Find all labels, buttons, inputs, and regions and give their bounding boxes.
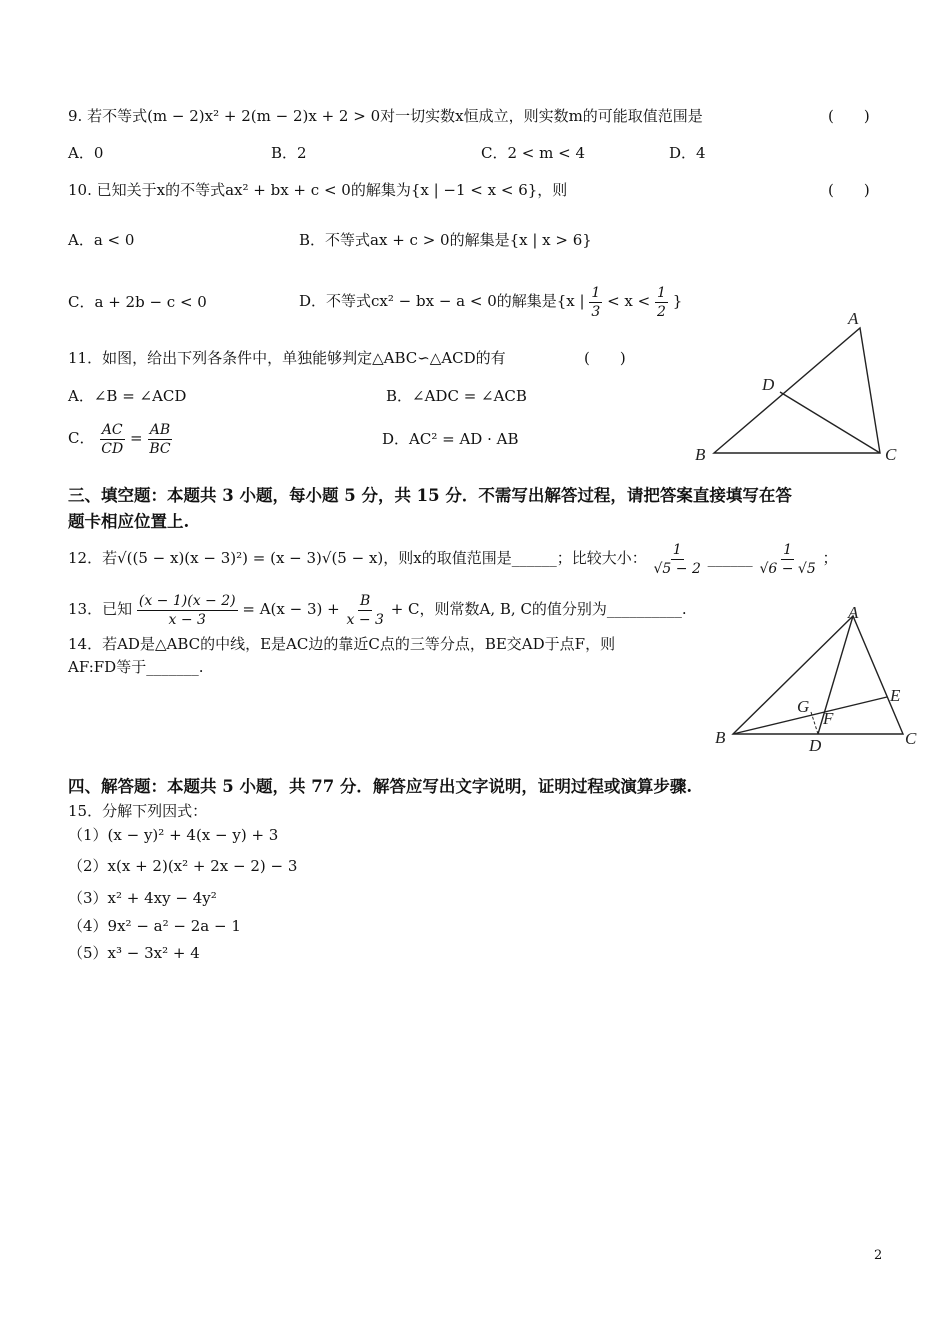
fraction-denominator: 3 [591, 303, 601, 320]
section-3-heading-line-1: 三、填空题：本题共 3 小题，每小题 5 分，共 15 分．不需写出解答过程，请把答案直接填写在答 [68, 486, 792, 505]
q11-option-b: B．∠ADC = ∠ACB [386, 387, 527, 405]
q14-line-2: AF:FD等于_______. [68, 658, 204, 676]
q11-triangle-figure [680, 300, 910, 470]
q15-item-1: （1）(x − y)² + 4(x − y) + 3 [68, 826, 279, 844]
fraction-denominator: √6 − √5 [759, 560, 816, 577]
fraction-numerator: AB [149, 421, 171, 438]
q10-option-d-suffix: } [672, 292, 683, 310]
q10-option-d-middle: < x < [607, 292, 651, 310]
q15-item-4: （4）9x² − a² − 2a − 1 [68, 917, 241, 935]
q13-middle: = A(x − 3) + [242, 600, 340, 618]
q13-fraction-2 [344, 592, 385, 629]
vertex-label-b: B [695, 445, 706, 464]
vertex-label-c: C [885, 445, 897, 464]
q12-suffix: ； [822, 549, 838, 567]
q15-item-5: （5）x³ − 3x² + 4 [68, 944, 200, 962]
q11-option-c-equals: = [129, 429, 143, 447]
vertex-label-g: G [797, 697, 810, 716]
q9-option-d: D．4 [669, 144, 706, 162]
fraction-numerator: 1 [672, 541, 682, 558]
q11-option-c-prefix: C． [68, 429, 95, 447]
q15-stem: 15．分解下列因式： [68, 802, 208, 820]
q14-line-1: 14．若AD是△ABC的中线，E是AC边的靠近C点的三等分点，BE交AD于点F，则 [68, 635, 616, 653]
q10-option-a: A．a < 0 [68, 231, 135, 249]
q10-option-d-fraction-1 [589, 284, 602, 321]
page-number: 2 [874, 1248, 883, 1263]
q13-fraction-1 [137, 592, 238, 629]
vertex-label-f: F [823, 709, 834, 728]
q11-option-c [68, 418, 173, 458]
q10-option-d-fraction-2 [655, 284, 668, 321]
vertex-label-e: E [890, 686, 901, 705]
section-4-heading: 四、解答题：本题共 5 小题，共 77 分．解答应写出文字说明，证明过程或演算步骤. [68, 777, 693, 796]
fraction-numerator: AC [101, 421, 123, 438]
q11-option-a: A．∠B = ∠ACD [68, 387, 187, 405]
q9-answer-paren: ( ) [828, 107, 870, 125]
fraction-numerator: 1 [591, 284, 601, 301]
fraction-denominator: CD [101, 440, 124, 457]
q11-option-c-fraction-2 [147, 421, 172, 458]
triangle-abc [733, 616, 903, 734]
q12-fraction-1 [652, 541, 703, 578]
q12-prefix: 12．若√((5 − x)(x − 3)²) = (x − 3)√(5 − x)，则x的取值范围是______；比较大小： [68, 549, 647, 567]
segment-be [733, 697, 887, 734]
q12-blank: ______ [707, 549, 753, 567]
fraction-denominator: x − 3 [168, 611, 206, 628]
q13-line [68, 589, 687, 629]
q11-option-c-fraction-1 [99, 421, 125, 458]
section-3-heading-line-2: 题卡相应位置上. [68, 512, 190, 531]
q11-answer-paren: ( ) [584, 349, 626, 367]
fraction-numerator: 1 [657, 284, 666, 301]
q12-fraction-2 [757, 541, 817, 578]
fraction-numerator: 1 [783, 541, 793, 558]
q15-item-2: （2）x(x + 2)(x² + 2x − 2) − 3 [68, 857, 298, 875]
fraction-numerator: B [360, 592, 371, 609]
q11-option-d: D．AC² = AD · AB [382, 430, 519, 448]
vertex-label-d: D [809, 736, 822, 755]
fraction-denominator: 2 [657, 303, 666, 320]
q9-option-a: A．0 [68, 144, 104, 162]
q14-triangle-figure [705, 598, 930, 758]
q10-option-b: B．不等式ax + c > 0的解集是{x | x > 6} [299, 231, 592, 249]
q10-option-d-prefix: D．不等式cx² − bx − a < 0的解集是{x | [299, 292, 585, 310]
vertex-label-a: A [848, 603, 859, 622]
q10-option-c: C．a + 2b − c < 0 [68, 293, 207, 311]
q13-suffix: + C，则常数A, B, C的值分别为__________. [390, 600, 687, 618]
vertex-label-a: A [848, 309, 859, 328]
q12-line [68, 538, 838, 578]
q9-stem: 9. 若不等式(m − 2)x² + 2(m − 2)x + 2 > 0对一切实数x恒成立，则实数m的可能取值范围是 [68, 107, 703, 125]
triangle-abc [714, 328, 880, 453]
fraction-numerator: (x − 1)(x − 2) [138, 592, 236, 609]
q10-option-d [299, 281, 682, 321]
fraction-denominator: BC [149, 440, 171, 457]
q10-answer-paren: ( ) [828, 181, 870, 199]
q9-option-b: B．2 [271, 144, 307, 162]
fraction-denominator: x − 3 [346, 611, 384, 628]
vertex-label-d: D [762, 375, 775, 394]
q11-stem: 11．如图，给出下列各条件中，单独能够判定△ABC∽△ACD的有 [68, 349, 506, 367]
fraction-denominator: √5 − 2 [653, 560, 701, 577]
segment-dc [780, 392, 880, 453]
q9-option-c: C．2 < m < 4 [481, 144, 585, 162]
q10-stem: 10. 已知关于x的不等式ax² + bx + c < 0的解集为{x | −1 < x < 6}，则 [68, 181, 568, 199]
q13-prefix: 13．已知 [68, 600, 133, 618]
vertex-label-b: B [715, 728, 726, 747]
vertex-label-c: C [905, 729, 917, 748]
q15-item-3: （3）x² + 4xy − 4y² [68, 889, 217, 907]
